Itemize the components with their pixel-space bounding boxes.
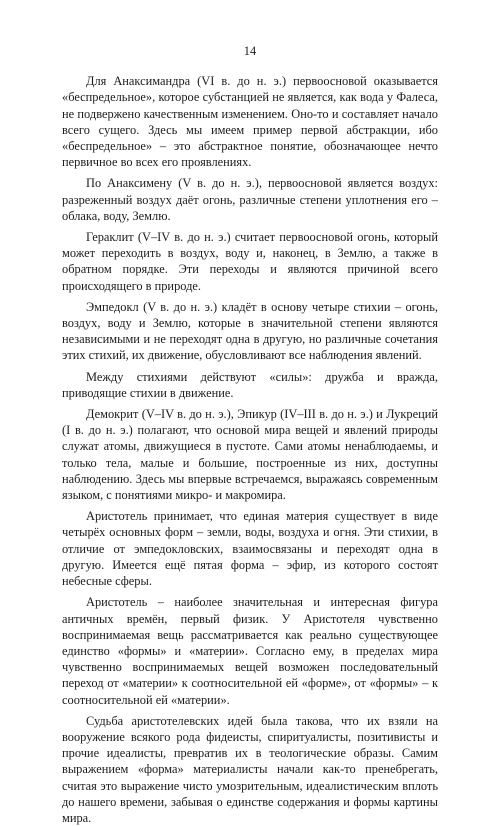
paragraph-anaximenes: По Анаксимену (V в. до н. э.), первоосновой является воздух: разреженный воздух даёт огонь, различные степени уплотнения его – облака, воду, Землю.: [62, 176, 438, 223]
paragraph-aristotle-matter: Аристотель принимает, что единая материя существует в виде четырёх основных форм – земли, воды, воздуха и огня. Эти стихии, в отличие от эмпедокловских, взаимосвязаны и переходят одна в другую. Имеется ещё пятая форма – эфир, из которого состоят небесные сферы.: [62, 509, 438, 589]
paragraph-forces: Между стихиями действуют «силы»: дружба и вражда, приводящие стихии в движение.: [62, 369, 438, 400]
paragraph-heraclitus: Гераклит (V–IV в. до н. э.) считает первоосновой огонь, который может переходить в воздух, воду и, наконец, в Землю, а также в обратном порядке. Эти переходы и являются причиной всего происходящего в природе.: [62, 230, 438, 293]
paragraph-anaximander: Для Анаксимандра (VI в. до н. э.) первоосновой оказывается «беспредельное», которое субстанцией не является, как вода у Фалеса, не подвержено качественным изменением. Оно-то и составляет начало всего сущего. Здесь мы имеем пример первой абстракции, ибо «беспредельное» – это абстрактное понятие, обозначающее нечто первичное во всех его проявлениях.: [62, 74, 438, 170]
paragraph-fate-of-ideas: Судьба аристотелевских идей была такова, что их взяли на вооружение всякого рода фидеисты, спиритуалисты, позитивисты и прочие идеалисты, превратив их в теологические образы. Самим выражением «форма» материалисты начали как-то пренебрегать, считая это выражение чисто умозрительным, идеалистическим вплоть до нашего времени, забывая о единстве содержания и формы картины мира.: [62, 713, 438, 825]
paragraph-empedocles: Эмпедокл (V в. до н. э.) кладёт в основу четыре стихии – огонь, воздух, воду и Землю, которые в значительной степени являются независимыми и не переходят одна в другую, но различные сочетания этих стихий, их движение, обусловливают все наблюдения явлений.: [62, 299, 438, 363]
paragraph-aristotle-figure: Аристотель – наиболее значительная и интересная фигура античных времён, первый физик. У Аристотеля чувственно воспринимаемая вещь рассматривается как реально существующее единство «формы» и «материи». Согласно ему, в пределах мира чувственно воспринимаемых вещей возможен последовательный переход от «материи» к соотносительной ей «форме», от «формы» – к соотносительной ей «материи».: [62, 595, 438, 707]
paragraph-democritus: Демокрит (V–IV в. до н. э.), Эпикур (IV–III в. до н. э.) и Лукреций (I в. до н. э.) полагают, что основой мира вещей и явлений природы служат атомы, движущиеся в пустоте. Сами атомы ненаблюдаемы, и только тела, малые и большие, построенные из них, доступны наблюдению. Здесь мы впервые встречаемся, выражаясь современным языком, с понятиями микро- и макромира.: [62, 407, 438, 503]
page-number: 14: [243, 44, 257, 58]
